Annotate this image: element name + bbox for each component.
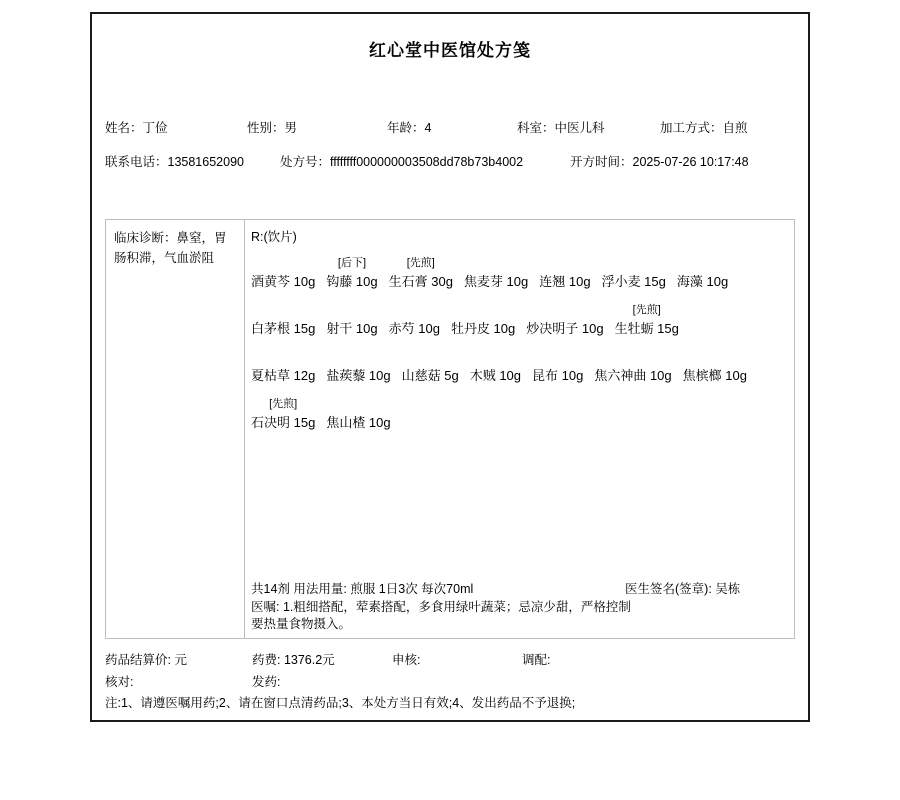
herb-name-dose: 盐蒺藜 10g — [326, 368, 391, 383]
field: 联系电话：13581652090 — [105, 155, 244, 169]
medical-instructions: 医嘱: 1.粗细搭配，荤素搭配，多食用绿叶蔬菜；忌凉少甜，严格控制要热量食物摄入。 — [251, 600, 631, 631]
herb-item — [389, 301, 440, 339]
settlement-row-2 — [92, 672, 808, 690]
herb-item — [251, 395, 315, 433]
herb-name-dose: 射干 10g — [326, 321, 378, 336]
herb-name-dose: 焦麦芽 10g — [463, 274, 529, 289]
field: 药品结算价: 元 — [105, 653, 187, 667]
decoction-tag — [464, 254, 528, 272]
diagnosis-cell — [106, 220, 245, 638]
herb-name-dose: 连翘 10g — [539, 274, 591, 289]
herb-name-dose: 木贼 10g — [469, 368, 522, 383]
herb-name-dose: 生牡蛎 15g — [614, 321, 679, 336]
herb-item — [677, 254, 728, 292]
herb-item — [251, 254, 315, 292]
decoction-tag — [539, 254, 590, 272]
herb-name-dose: 牡丹皮 10g — [450, 321, 516, 336]
herb-name-dose: 石决明 15g — [251, 415, 316, 430]
field: 加工方式：自煎 — [660, 121, 748, 135]
herb-item — [683, 348, 747, 386]
usage-line — [251, 580, 788, 598]
herb-item — [389, 254, 453, 292]
field: 核对: — [105, 675, 134, 689]
decoction-tag: [先煎] — [269, 398, 298, 410]
herb-name-dose: 炒决明子 10g — [526, 321, 604, 336]
herb-name-dose: 浮小麦 15g — [601, 274, 666, 289]
doctor-name: 吴栋 — [715, 582, 741, 596]
decoction-tag — [251, 348, 315, 366]
settlement-row-1 — [92, 650, 808, 668]
herb-row — [251, 301, 788, 339]
decoction-tag — [251, 254, 315, 272]
decoction-tag — [326, 395, 390, 413]
herb-item — [326, 348, 390, 386]
usage-summary: 共14剂 用法用量: 煎服 1日3次 每次70ml — [251, 582, 474, 596]
decoction-tag: [先煎] — [406, 257, 435, 269]
field: 性别：男 — [247, 121, 298, 135]
herb-item — [526, 301, 603, 339]
herb-item — [326, 301, 377, 339]
decoction-tag — [389, 301, 440, 319]
prescription-box — [105, 219, 795, 639]
herb-item — [615, 301, 679, 339]
herb-row — [251, 348, 788, 386]
decoction-tag — [526, 301, 603, 319]
patient-info-row-1 — [92, 118, 808, 136]
herb-name-dose: 酒黄芩 10g — [251, 274, 316, 289]
diagnosis-value: 鼻窒，胃肠积滞，气血淤阻 — [114, 231, 227, 265]
herb-item — [326, 395, 390, 433]
field: 调配: — [522, 653, 551, 667]
field: 申核: — [392, 653, 421, 667]
doctor-signature-label: 医生签名(签章): — [625, 582, 716, 596]
herb-name-dose: 生石膏 30g — [388, 274, 453, 289]
herb-row — [251, 395, 788, 433]
decoction-tag — [594, 348, 671, 366]
herb-item — [251, 348, 315, 386]
decoction-tag — [251, 301, 315, 319]
herb-item — [464, 254, 528, 292]
herb-row — [251, 254, 788, 292]
decoction-tag — [326, 301, 377, 319]
decoction-tag — [683, 348, 747, 366]
herb-list — [251, 254, 788, 433]
decoction-tag: [后下] — [337, 257, 367, 269]
herb-item — [594, 348, 671, 386]
herb-name-dose: 钩藤 10g — [326, 274, 378, 289]
herb-name-dose: 山慈菇 5g — [401, 368, 459, 383]
herb-name-dose: 焦山楂 10g — [326, 415, 391, 430]
decoction-tag — [470, 348, 521, 366]
patient-info-row-2 — [92, 152, 808, 170]
page-title: 红心堂中医馆处方笺 — [369, 41, 531, 60]
rx-form-label: R:(饮片) — [251, 230, 297, 244]
herb-item — [451, 301, 515, 339]
decoction-tag — [402, 348, 459, 366]
herb-name-dose: 白茅根 15g — [251, 321, 316, 336]
herb-item — [602, 254, 666, 292]
decoction-tag — [451, 301, 515, 319]
prescription-cell — [245, 220, 794, 638]
herb-name-dose: 海藻 10g — [676, 274, 729, 289]
field: 处方号：ffffffff000000003508dd78b73b4002 — [280, 155, 524, 169]
prescription-sheet — [90, 12, 810, 722]
herb-name-dose: 赤芍 10g — [388, 321, 440, 336]
herb-item — [470, 348, 521, 386]
decoction-tag — [326, 348, 390, 366]
field: 药费: 1376.2元 — [252, 653, 335, 667]
usage-section — [251, 580, 788, 633]
field: 科室：中医儿科 — [517, 121, 605, 135]
herb-name-dose: 焦六神曲 10g — [594, 368, 672, 383]
herb-item — [402, 348, 459, 386]
herb-item — [532, 348, 583, 386]
herb-item — [326, 254, 377, 292]
herb-item — [251, 301, 315, 339]
herb-name-dose: 焦槟榔 10g — [682, 368, 747, 383]
doctor-signature — [625, 580, 740, 598]
field: 年龄：4 — [387, 121, 432, 135]
decoction-tag — [602, 254, 666, 272]
field: 开方时间：2025-07-26 10:17:48 — [570, 155, 749, 169]
herb-name-dose: 昆布 10g — [532, 368, 584, 383]
herb-item — [539, 254, 590, 292]
field: 发药: — [252, 675, 281, 689]
decoction-tag: [先煎] — [632, 304, 661, 316]
herb-name-dose: 夏枯草 12g — [251, 368, 316, 383]
decoction-tag — [532, 348, 583, 366]
decoction-tag — [677, 254, 728, 272]
footer-note: 注:1、请遵医嘱用药;2、请在窗口点清药品;3、本处方当日有效;4、发出药品不予退换; — [105, 696, 576, 710]
diagnosis-label: 临床诊断： — [114, 231, 177, 245]
field: 姓名：丁俭 — [105, 121, 168, 135]
